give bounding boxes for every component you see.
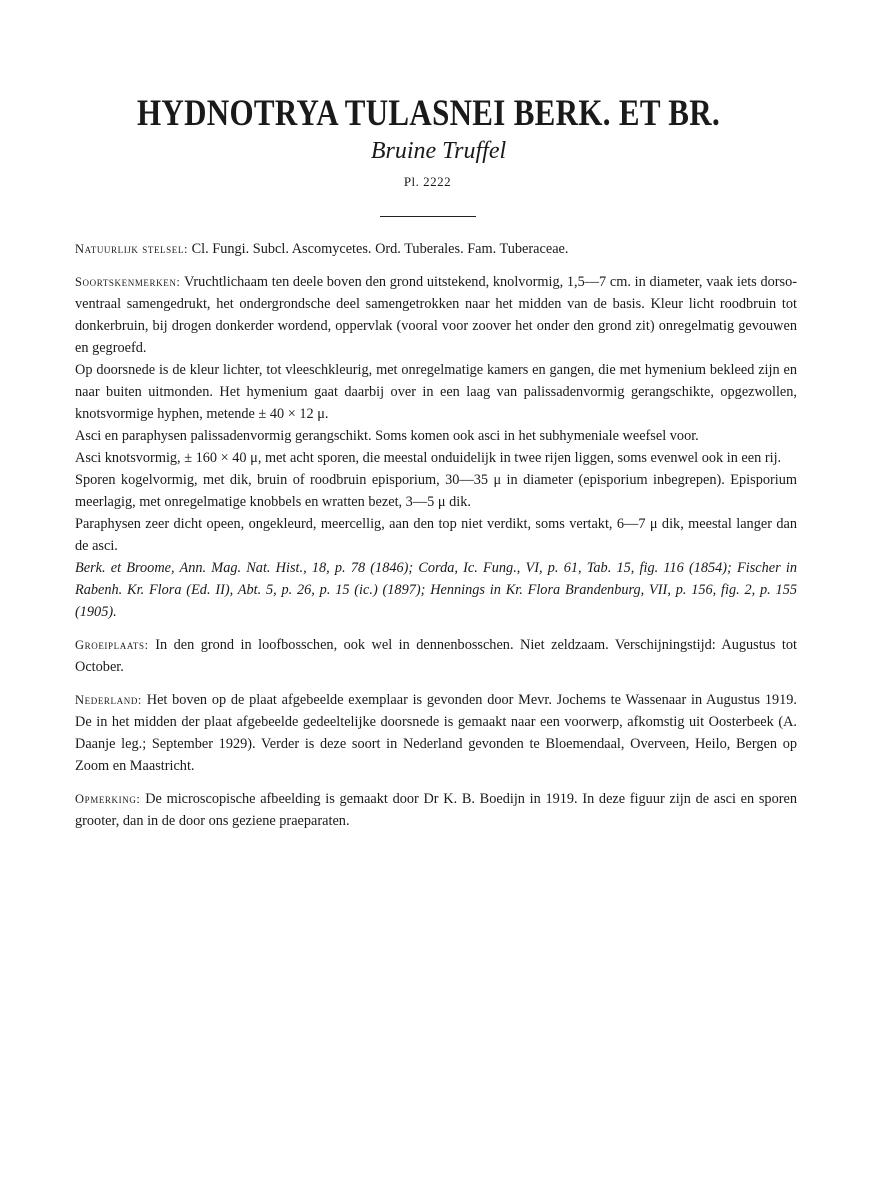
- page-subtitle: Bruine Truffel: [370, 138, 507, 164]
- document-body: [75, 238, 797, 832]
- section-label: Natuurlijk stelsel:: [75, 242, 189, 256]
- section-habitat: [75, 634, 797, 678]
- section-text: In den grond in loofbosschen, ook wel in dennenbosschen. Niet zeldzaam. Verschijningstijd: Augustus tot October.: [75, 637, 797, 675]
- paragraph-spores: Sporen kogelvormig, met dik, bruin of roodbruin episporium, 30—35 μ in diameter (episporium inbegrepen). Episporium meerlagig, met onregelmatige knobbels en wratten bezet, 3—5 μ dik.: [75, 472, 797, 510]
- paragraph-asci-paraphyses: Asci en paraphysen palissadenvormig gerangschikt. Soms komen ook asci in het subhymeniale weefsel voor.: [75, 428, 699, 444]
- paragraph-asci: Asci knotsvormig, ± 160 × 40 μ, met acht sporen, die meestal onduidelijk in twee rijen liggen, soms evenwel ook in een rij.: [75, 450, 782, 466]
- section-text: Vruchtlichaam ten deele boven den grond uitstekend, knolvormig, 1,5—7 cm. in diameter, vaak iets dorso-ventraal samengedrukt, het ondergrondsche deel samengetrokken naar het midden van de basis. Kleur licht roodbruin tot donkerbruin, bij drogen donkerder wordend, oppervlak (vooral voor zoover het onder den grond zit) onregelmatig gevouwen en gegroefd.: [75, 274, 797, 356]
- section-text: Cl. Fungi. Subcl. Ascomycetes. Ord. Tuberales. Fam. Tuberaceae.: [188, 241, 569, 257]
- section-natural-system: [75, 238, 797, 260]
- plate-number: Pl. 2222: [403, 174, 452, 189]
- paragraph-cross-section: Op doorsnede is de kleur lichter, tot vleeschkleurig, met onregelmatige kamers en gangen, die met hymenium bekleed zijn en naar buiten uitmonden. Het hymenium gaat daarbij over in een laag van palissadenvormig gerangschikte, opgezwollen, knotsvormige hyphen, metende ± 40 × 12 μ.: [75, 362, 797, 422]
- section-text: Het boven op de plaat afgebeelde exemplaar is gevonden door Mevr. Jochems te Wassenaar in Augustus 1919. De in het midden der plaat afgebeelde gedeeltelijke doorsnede is gemaakt naar een voorwerp, afkomstig uit Oosterbeek (A. Daanje leg.; September 1929). Verder is deze soort in Nederland gevonden te Bloemendaal, Overveen, Heilo, Bergen op Zoom en Maastricht.: [75, 692, 797, 774]
- section-label: Nederland:: [75, 693, 142, 707]
- section-label: Soortskenmerken:: [75, 275, 181, 289]
- title-divider: [380, 216, 476, 217]
- section-label: Opmerking:: [75, 792, 141, 806]
- section-text: De microscopische afbeelding is gemaakt door Dr K. B. Boedijn in 1919. In deze figuur zijn de asci en sporen grooter, dan in de door ons geziene praeparaten.: [75, 791, 797, 829]
- page-title: HYDNOTRYA TULASNEI BERK. ET BR.: [136, 92, 721, 134]
- section-species-characteristics: [75, 271, 797, 359]
- section-netherlands: [75, 689, 797, 777]
- section-remark: [75, 788, 797, 832]
- section-label: Groeiplaats:: [75, 638, 149, 652]
- paragraph-paraphyses: Paraphysen zeer dicht opeen, ongekleurd, meercellig, aan den top niet verdikt, soms vertakt, 6—7 μ dik, meestal langer dan de asci.: [75, 516, 797, 554]
- paragraph-references: Berk. et Broome, Ann. Mag. Nat. Hist., 18, p. 78 (1846); Corda, Ic. Fung., VI, p. 61, Tab. 15, fig. 116 (1854); Fischer in Rabenh. Kr. Flora (Ed. II), Abt. 5, p. 26, p. 15 (ic.) (1897); Hennings in Kr. Flora Brandenburg, VII, p. 156, fig. 2, p. 155 (1905).: [75, 560, 797, 620]
